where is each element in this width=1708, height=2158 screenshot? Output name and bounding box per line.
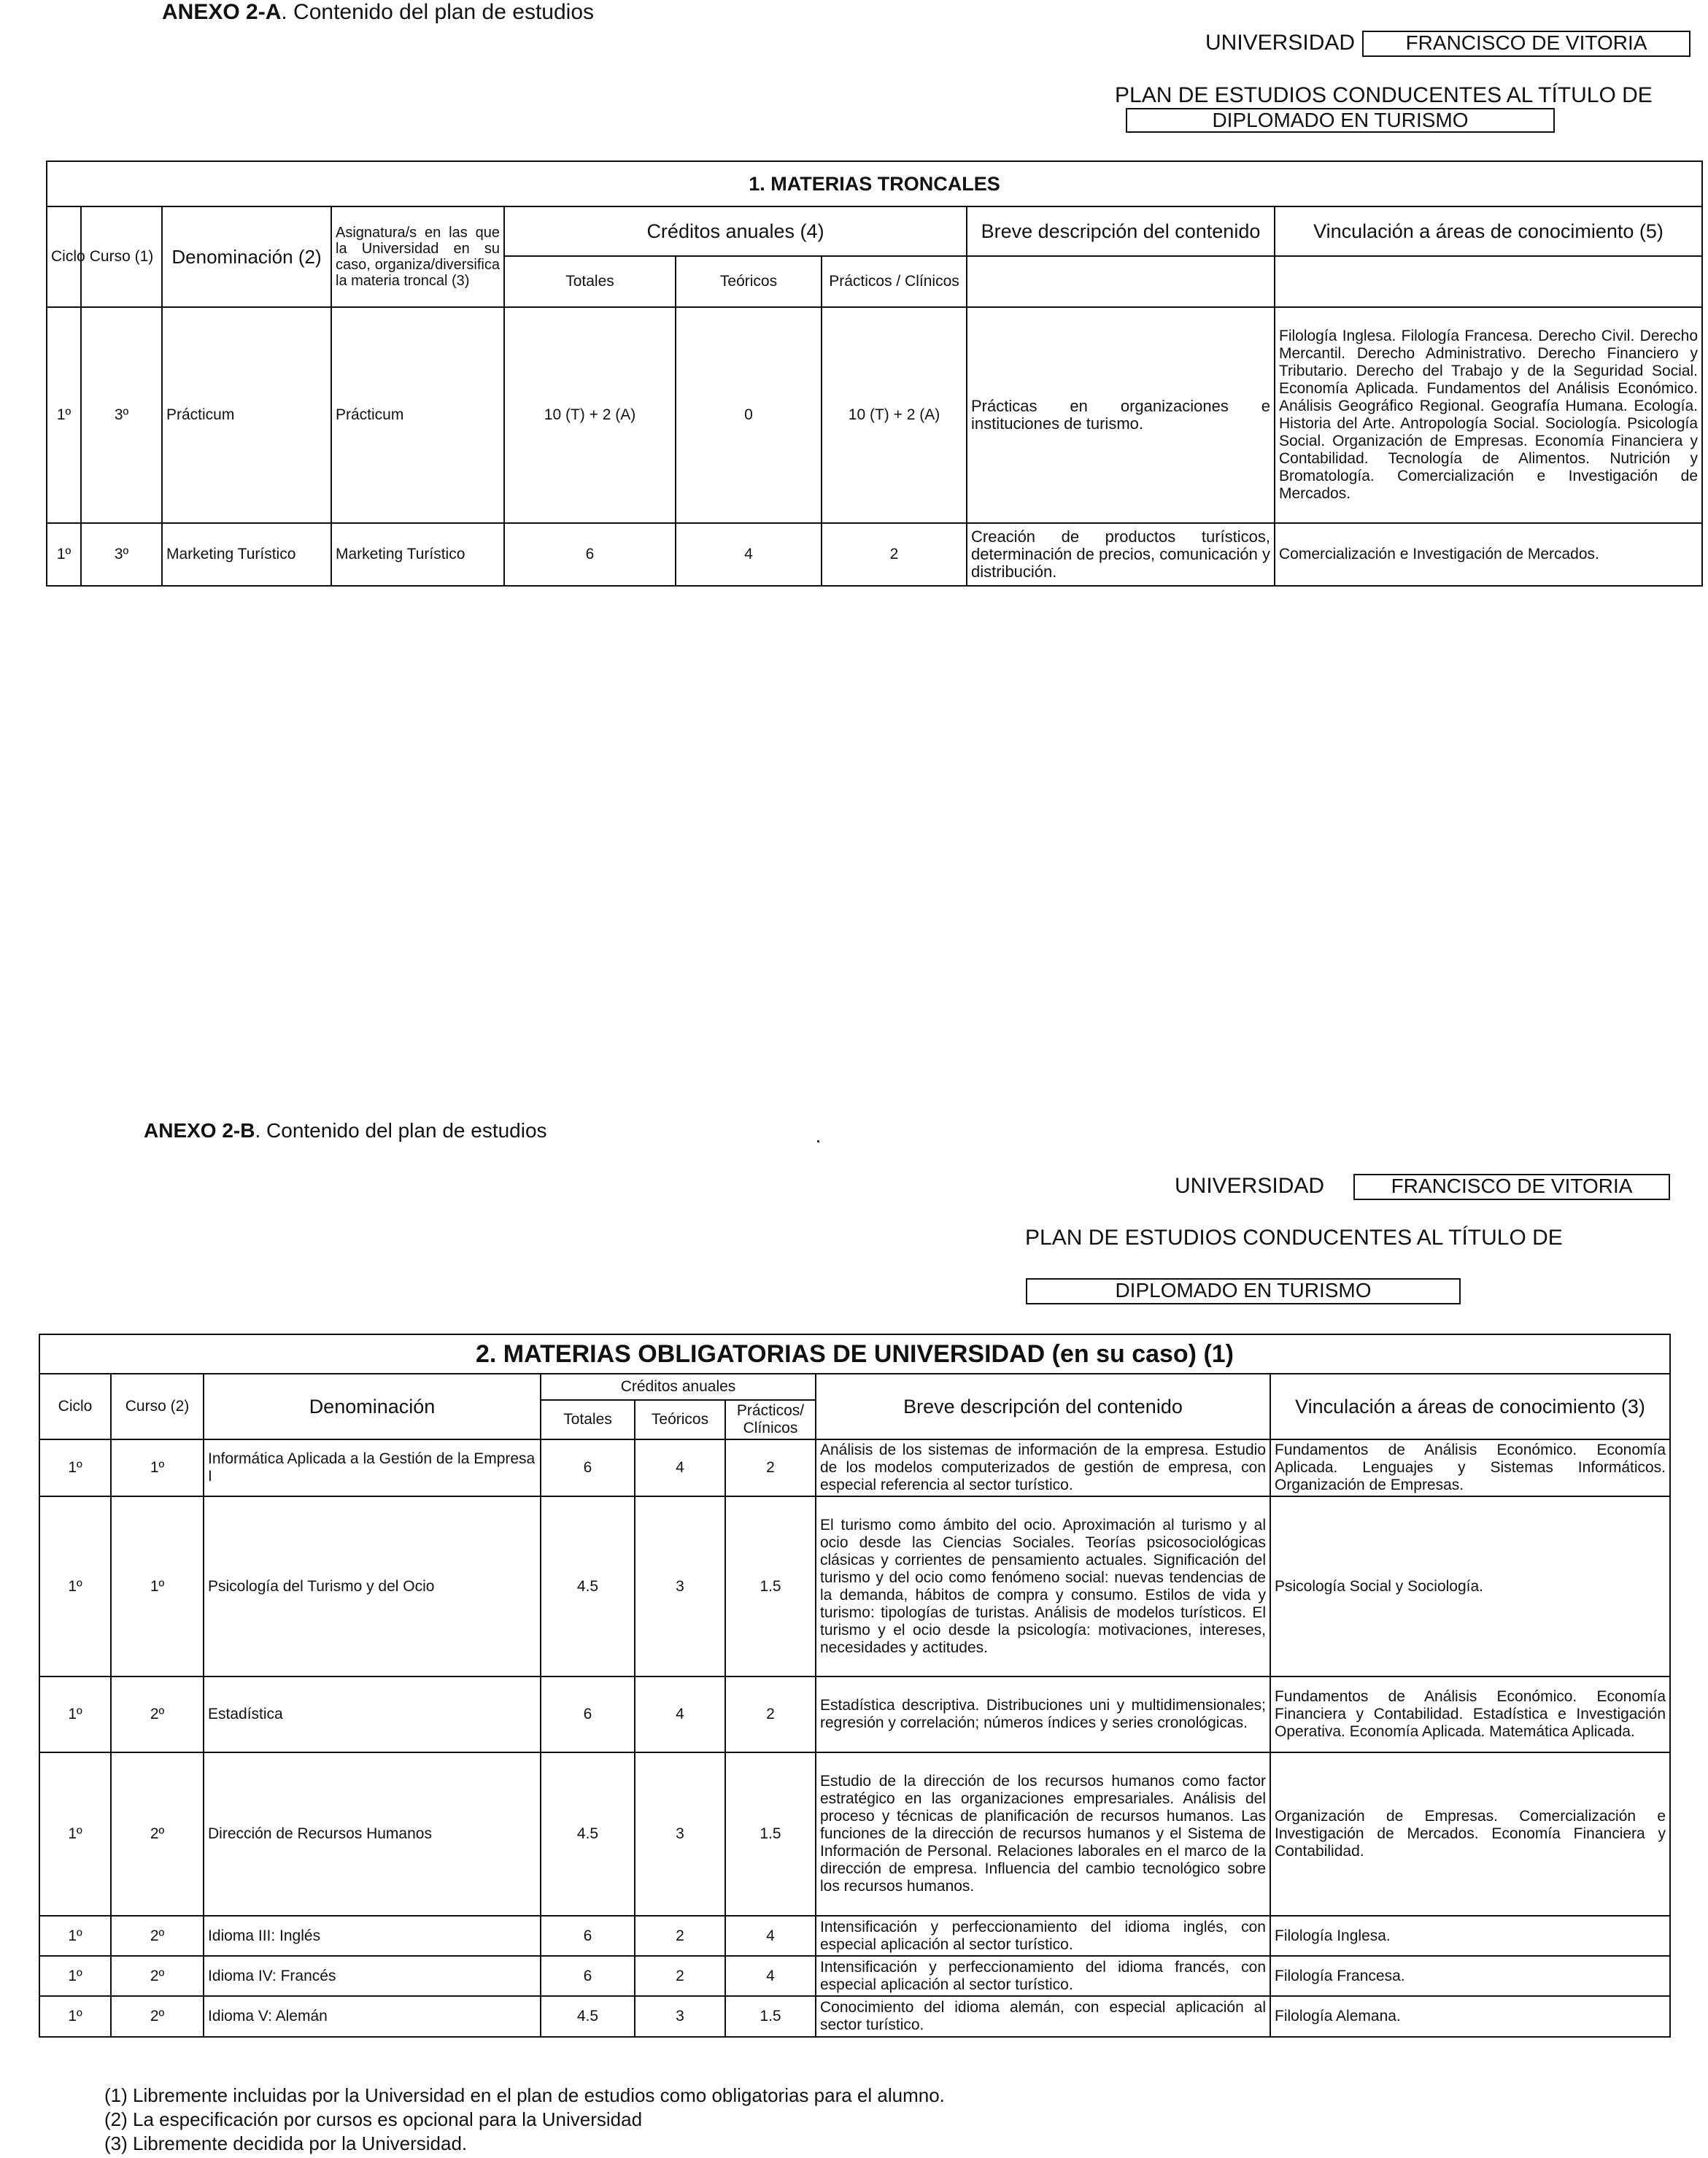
vinculacion-cell: Filología Inglesa. [1270,1916,1670,1956]
ciclo-cell: 1º [39,1676,111,1752]
totales-cell: 6 [504,523,676,586]
annex-b-heading-rest: . Contenido del plan de estudios [255,1119,547,1142]
header-teoricos: Teóricos [635,1400,725,1439]
header-vinculacion: Vinculación a áreas de conocimiento (5) [1275,206,1702,256]
totales-cell: 6 [541,1676,635,1752]
ciclo-cell: 1º [39,1956,111,1996]
teoricos-cell: 0 [676,307,822,523]
teoricos-cell: 4 [635,1439,725,1496]
obligatorias-table [39,1334,1671,2038]
header-totales: Totales [504,256,676,307]
denominacion-cell: Marketing Turístico [162,523,331,586]
header-descripcion: Breve descripción del contenido [967,206,1275,256]
footnote-1: (1) Libremente incluidas por la Universidad en el plan de estudios como obligatorias para el alumno. [104,2084,945,2106]
practicos-cell: 1.5 [725,1996,816,2037]
header-denominacion: Denominación [204,1374,541,1439]
header-creditos: Créditos anuales (4) [504,206,967,256]
totales-cell: 6 [541,1439,635,1496]
table-row [39,1916,1670,1956]
header-vinculacion: Vinculación a áreas de conocimiento (3) [1270,1374,1670,1439]
totales-cell: 4.5 [541,1752,635,1916]
ciclo-cell: 1º [39,1752,111,1916]
vinculacion-cell: Filología Francesa. [1270,1956,1670,1996]
vinculacion-cell: Comercialización e Investigación de Mercados. [1275,523,1702,586]
teoricos-cell: 3 [635,1496,725,1676]
troncales-table [46,161,1703,587]
table-row [47,307,1702,523]
curso-cell: 3º [81,523,162,586]
troncales-title: 1. MATERIAS TRONCALES [47,161,1702,206]
ciclo-cell: 1º [39,1496,111,1676]
ciclo-cell: 1º [47,307,81,523]
annex-a-heading-bold: ANEXO 2-A [162,0,282,24]
vinculacion-cell: Fundamentos de Análisis Económico. Economía Aplicada. Lenguajes y Sistemas Informáticos. Organización de Empresas. [1270,1439,1670,1496]
teoricos-cell: 4 [676,523,822,586]
curso-cell: 1º [111,1496,204,1676]
vinculacion-cell: Filología Inglesa. Filología Francesa. Derecho Civil. Derecho Mercantil. Derecho Administrativo. Derecho Financiero y Tributario. Derecho del Trabajo y de la Seguridad Social. Economía Aplicada. Fundamentos del Análisis Económico. Análisis Geográfico Regional. Geografía Humana. Ecología. Historia del Arte. Antropología Social. Sociología. Psicología Social. Organización de Empresas. Economía Financiera y Contabilidad. Tecnología de Alimentos. Nutrición y Bromatología. Comercialización e Investigación de Mercados. [1275,307,1702,523]
curso-cell: 2º [111,1996,204,2037]
descripcion-cell: Estudio de la dirección de los recursos humanos como factor estratégico en las organizaciones empresariales. Análisis del proceso y técnicas de planificación de recursos humanos. Las funciones de la dirección de recursos humanos y el Sistema de Información de Personal. Relaciones laborales en el marco de la dirección de empresa. Influencia del cambio tecnológico sobre los recursos humanos. [816,1752,1270,1916]
practicos-cell: 1.5 [725,1752,816,1916]
footnotes [104,2084,945,2156]
table-row [39,1676,1670,1752]
denominacion-cell: Idioma V: Alemán [204,1996,541,2037]
header-curso: Curso (1) [81,206,162,307]
ciclo-cell: 1º [39,1916,111,1956]
totales-cell: 10 (T) + 2 (A) [504,307,676,523]
ciclo-cell: 1º [47,523,81,586]
header-asignatura: Asignatura/s en las que la Universidad en su caso, organiza/diversifica la materia troncal (3) [331,206,504,307]
table-row [39,1439,1670,1496]
totales-cell: 6 [541,1956,635,1996]
ciclo-cell: 1º [39,1996,111,2037]
descripcion-cell: Estadística descriptiva. Distribuciones uni y multidimensionales; regresión y correlación; números índices y series cronológicas. [816,1676,1270,1752]
header-descripcion-blank [967,256,1275,307]
header-practicos: Prácticos / Clínicos [822,256,967,307]
table-row [39,1996,1670,2037]
annex-a-heading [162,0,594,25]
practicos-cell: 2 [822,523,967,586]
table-row [39,1496,1670,1676]
totales-cell: 4.5 [541,1496,635,1676]
totales-cell: 6 [541,1916,635,1956]
practicos-cell: 1.5 [725,1496,816,1676]
header-practicos: Prácticos/ Clínicos [725,1400,816,1439]
practicos-cell: 2 [725,1439,816,1496]
curso-cell: 3º [81,307,162,523]
descripcion-cell: Prácticas en organizaciones e instituciones de turismo. [967,307,1275,523]
teoricos-cell: 2 [635,1916,725,1956]
denominacion-cell: Idioma IV: Francés [204,1956,541,1996]
annex-a-titulo-value: DIPLOMADO EN TURISMO [1126,108,1555,133]
header-creditos: Créditos anuales [541,1374,816,1400]
header-teoricos: Teóricos [676,256,822,307]
vinculacion-cell: Psicología Social y Sociología. [1270,1496,1670,1676]
annex-a-plan-label: PLAN DE ESTUDIOS CONDUCENTES AL TÍTULO DE [1115,83,1653,107]
scan-dot [817,1140,819,1142]
teoricos-cell: 3 [635,1996,725,2037]
denominacion-cell: Dirección de Recursos Humanos [204,1752,541,1916]
practicos-cell: 10 (T) + 2 (A) [822,307,967,523]
vinculacion-cell: Filología Alemana. [1270,1996,1670,2037]
annex-b-universidad-value: FRANCISCO DE VITORIA [1353,1174,1670,1200]
annex-b-universidad-label: UNIVERSIDAD [1175,1174,1325,1198]
annex-a-universidad-label: UNIVERSIDAD [1205,31,1356,55]
practicos-cell: 4 [725,1956,816,1996]
annex-b-titulo-value: DIPLOMADO EN TURISMO [1026,1278,1461,1304]
annex-b-plan-label: PLAN DE ESTUDIOS CONDUCENTES AL TÍTULO DE [1025,1226,1563,1250]
practicos-cell: 4 [725,1916,816,1956]
annex-a-universidad-value: FRANCISCO DE VITORIA [1362,31,1690,57]
header-ciclo: Ciclo [47,206,81,307]
descripcion-cell: Intensificación y perfeccionamiento del idioma inglés, con especial aplicación al sector turístico. [816,1916,1270,1956]
descripcion-cell: Creación de productos turísticos, determinación de precios, comunicación y distribución. [967,523,1275,586]
practicos-cell: 2 [725,1676,816,1752]
asignatura-cell: Marketing Turístico [331,523,504,586]
denominacion-cell: Idioma III: Inglés [204,1916,541,1956]
teoricos-cell: 4 [635,1676,725,1752]
table-row [39,1956,1670,1996]
curso-cell: 2º [111,1956,204,1996]
curso-cell: 2º [111,1916,204,1956]
teoricos-cell: 3 [635,1752,725,1916]
annex-b-heading [144,1119,547,1142]
header-ciclo: Ciclo [39,1374,111,1439]
header-vinculacion-blank [1275,256,1702,307]
obligatorias-title: 2. MATERIAS OBLIGATORIAS DE UNIVERSIDAD (en su caso) (1) [39,1334,1670,1374]
totales-cell: 4.5 [541,1996,635,2037]
footnote-3: (3) Libremente decidida por la Universidad. [104,2132,468,2154]
ciclo-cell: 1º [39,1439,111,1496]
header-totales: Totales [541,1400,635,1439]
curso-cell: 2º [111,1752,204,1916]
denominacion-cell: Estadística [204,1676,541,1752]
vinculacion-cell: Fundamentos de Análisis Económico. Economía Financiera y Contabilidad. Estadística e Investigación Operativa. Economía Aplicada. Matemática Aplicada. [1270,1676,1670,1752]
descripcion-cell: Análisis de los sistemas de información de la empresa. Estudio de los modelos computerizados de gestión de empresa, con especial referencia al sector turístico. [816,1439,1270,1496]
asignatura-cell: Prácticum [331,307,504,523]
descripcion-cell: El turismo como ámbito del ocio. Aproximación al turismo y al ocio desde las Ciencias Sociales. Teorías psicosociológicas clásicas y corrientes de pensamiento actuales. Significación del turismo y del ocio como fenómeno social: nuevas tendencias de la demanda, hábitos de compra y consumo. Estilos de vida y turismo: tipologías de turistas. Análisis de modelos turísticos. El turismo y el ocio desde la psicología: motivaciones, intereses, necesidades y actitudes. [816,1496,1270,1676]
annex-a-heading-rest: . Contenido del plan de estudios [281,0,595,24]
table-row [39,1752,1670,1916]
denominacion-cell: Psicología del Turismo y del Ocio [204,1496,541,1676]
header-denominacion: Denominación (2) [162,206,331,307]
curso-cell: 2º [111,1676,204,1752]
teoricos-cell: 2 [635,1956,725,1996]
denominacion-cell: Prácticum [162,307,331,523]
header-descripcion: Breve descripción del contenido [816,1374,1270,1439]
annex-b-heading-bold: ANEXO 2-B [144,1119,255,1142]
denominacion-cell: Informática Aplicada a la Gestión de la Empresa I [204,1439,541,1496]
table-row [47,523,1702,586]
vinculacion-cell: Organización de Empresas. Comercialización e Investigación de Mercados. Economía Financiera y Contabilidad. [1270,1752,1670,1916]
descripcion-cell: Conocimiento del idioma alemán, con especial aplicación al sector turístico. [816,1996,1270,2037]
footnote-2: (2) La especificación por cursos es opcional para la Universidad [104,2108,643,2130]
descripcion-cell: Intensificación y perfeccionamiento del idioma francés, con especial aplicación al sector turístico. [816,1956,1270,1996]
header-curso: Curso (2) [111,1374,204,1439]
curso-cell: 1º [111,1439,204,1496]
